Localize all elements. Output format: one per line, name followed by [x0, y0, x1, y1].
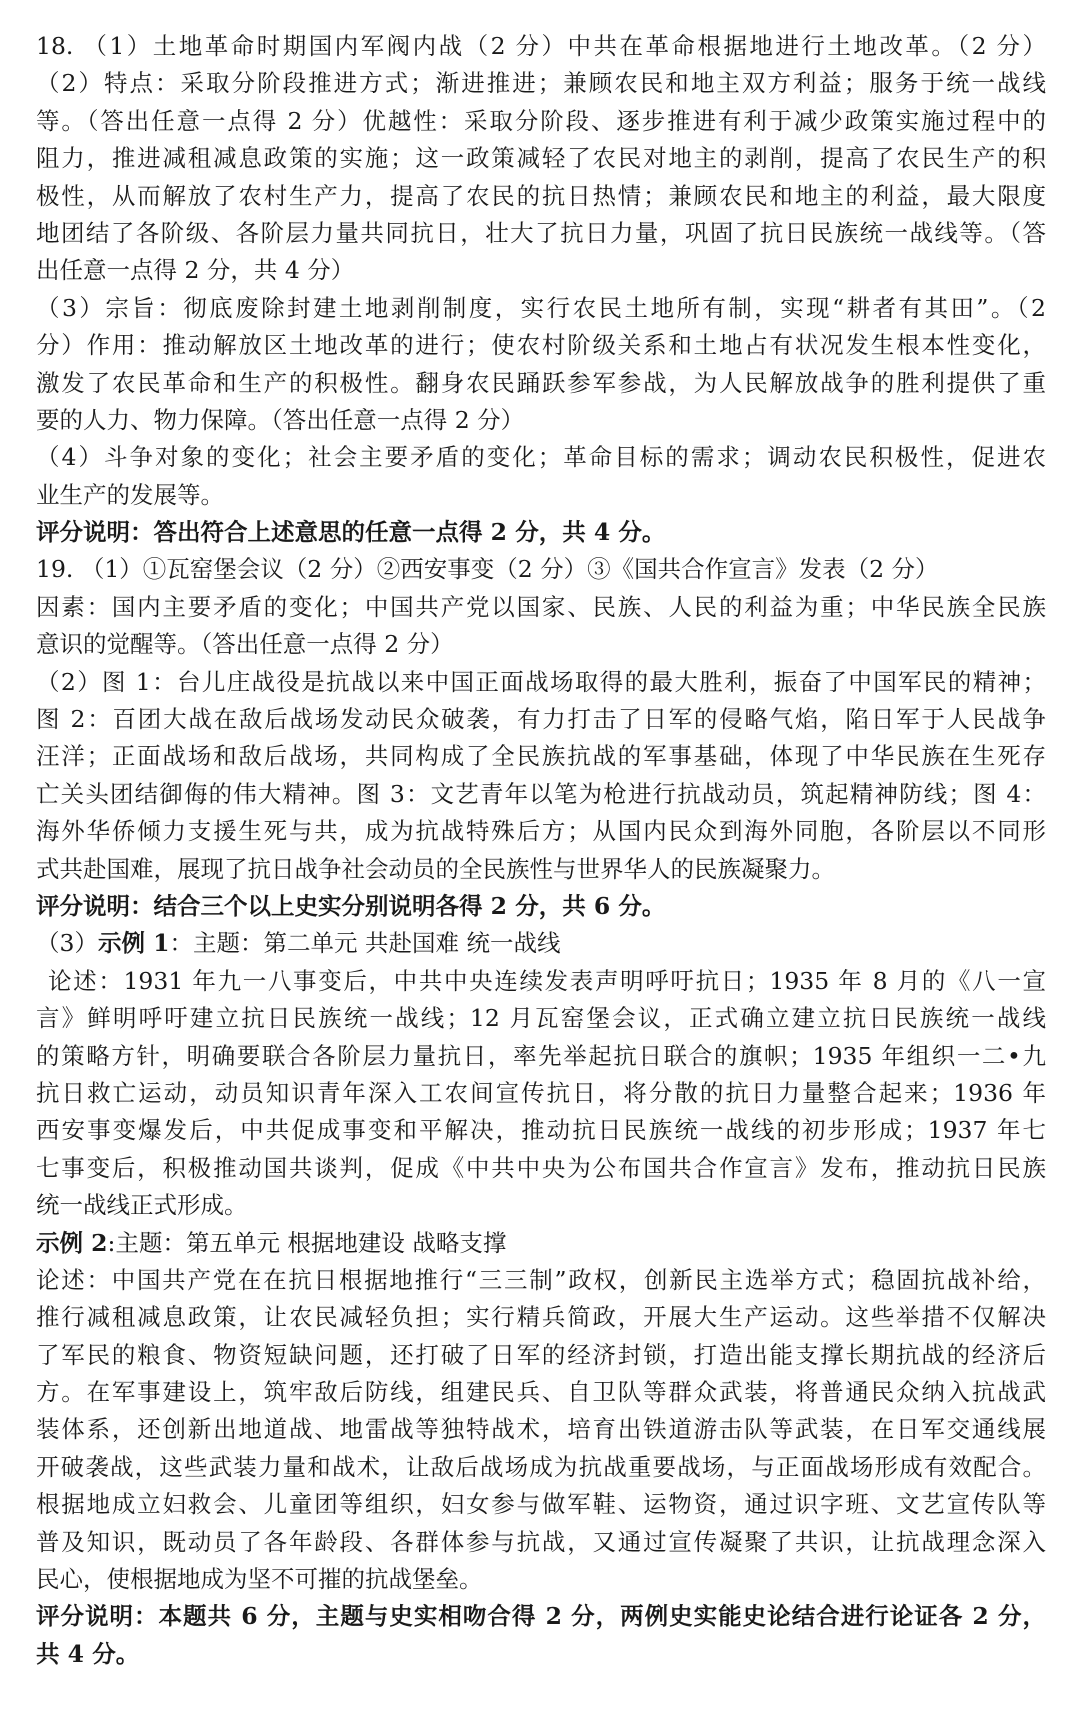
- q19-line-14: 的策略方针，明确要联合各阶层力量抗日，率先举起抗日联合的旗帜；1935 年组织一二•九: [36, 1041, 1046, 1070]
- q18-line-7: 出任意一点得 2 分，共 4 分）: [36, 256, 355, 285]
- q19-line-21: 推行减租减息政策，让农民减轻负担；实行精兵简政，开展大生产运动。这些举措不仅解决: [36, 1303, 1046, 1332]
- q19-line-5: 图 2：百团大战在敌后战场发动民众破袭，有力打击了日军的侵略气焰，陷日军于人民战争: [36, 705, 1046, 734]
- q19-line-18: 统一战线正式形成。: [36, 1191, 248, 1220]
- q19-line-27: 普及知识，既动员了各年龄段、各群体参与抗战，又通过宣传凝聚了共识，让抗战理念深入: [36, 1527, 1046, 1556]
- q18-line-12: （4）斗争对象的变化；社会主要矛盾的变化；革命目标的需求；调动农民积极性，促进农: [36, 443, 1046, 472]
- q19-line-24: 装体系，还创新出地道战、地雷战等独特战术，培育出铁道游击队等武装，在日军交通线展: [36, 1415, 1046, 1444]
- q18-line-13: 业生产的发展等。: [36, 480, 224, 509]
- q19-line-22: 了军民的粮食、物资短缺问题，还打破了日军的经济封锁，打造出能支撑长期抗战的经济后: [36, 1340, 1046, 1369]
- q18-line-4: 阻力，推进减租减息政策的实施；这一政策减轻了农民对地主的剥削，提高了农民生产的积: [36, 144, 1046, 173]
- q19-example-2-heading: [36, 1225, 1046, 1262]
- q19-line-20: 论述：中国共产党在在抗日根据地推行“三三制”政权，创新民主选举方式；稳固抗战补给，: [36, 1265, 1046, 1294]
- q18-line-1: 18. （1）土地革命时期国内军阀内战（2 分）中共在革命根据地进行土地改革。（2 分）: [36, 32, 1046, 60]
- q19-part3-label: （3）: [36, 929, 98, 958]
- q19-line-1: 19. （1）①瓦窑堡会议（2 分）②西安事变（2 分）③《国共合作宣言》发表（2 分）: [36, 555, 939, 584]
- q19-scoring-note-2: 评分说明：本题共 6 分，主题与史实相吻合得 2 分，两例史实能史论结合进行论证各 2 分，: [36, 1602, 1046, 1631]
- q19-line-26: 根据地成立妇救会、儿童团等组织，妇女参与做军鞋、运物资，通过识字班、文艺宣传队等: [36, 1490, 1046, 1519]
- q18-line-10: 激发了农民革命和生产的积极性。翻身农民踊跃参军参战，为人民解放战争的胜利提供了重: [36, 368, 1046, 397]
- q19-example-1-heading: [36, 925, 1046, 962]
- answer-document: [36, 28, 1046, 1673]
- q19-line-4: （2）图 1：台儿庄战役是抗战以来中国正面战场取得的最大胜利，振奋了中国军民的精神；: [36, 667, 1046, 696]
- q19-line-17: 七事变后，积极推动国共谈判，促成《中共中央为公布国共合作宣言》发布，推动抗日民族: [36, 1153, 1046, 1182]
- q19-line-23: 方。在军事建设上，筑牢敌后防线，组建民兵、自卫队等群众武装，将普通民众纳入抗战武: [36, 1378, 1046, 1407]
- q18-line-8: （3）宗旨：彻底废除封建土地剥削制度，实行农民土地所有制，实现“耕者有其田”。（2: [36, 293, 1046, 322]
- q19-line-6: 汪洋；正面战场和敌后战场，共同构成了全民族抗战的军事基础，体现了中华民族在生死存: [36, 742, 1046, 771]
- q18-scoring-note: 评分说明：答出符合上述意思的任意一点得 2 分，共 4 分。: [36, 518, 666, 547]
- q18-line-5: 极性，从而解放了农村生产力，提高了农民的抗日热情；兼顾农民和地主的利益，最大限度: [36, 181, 1046, 210]
- q19-line-9: 式共赴国难，展现了抗日战争社会动员的全民族性与世界华人的民族凝聚力。: [36, 854, 835, 883]
- q18-line-9: 分）作用：推动解放区土地改革的进行；使农村阶级关系和土地占有状况发生根本性变化，: [36, 331, 1046, 360]
- q19-scoring-note-1: 评分说明：结合三个以上史实分别说明各得 2 分，共 6 分。: [36, 891, 666, 920]
- q19-line-8: 海外华侨倾力支援生死与共，成为抗战特殊后方；从国内民众到海外同胞，各阶层以不同形: [36, 817, 1046, 846]
- q19-line-28: 民心，使根据地成为坚不可摧的抗战堡垒。: [36, 1565, 483, 1594]
- example-1-topic: ：主题：第二单元 共赴国难 统一战线: [169, 929, 561, 958]
- q18-line-6: 地团结了各阶级、各阶层力量共同抗日，壮大了抗日力量，巩固了抗日民族统一战线等。（答: [36, 218, 1046, 247]
- q19-line-3: 意识的觉醒等。（答出任意一点得 2 分）: [36, 630, 454, 659]
- q19-line-16: 西安事变爆发后，中共促成事变和平解决，推动抗日民族统一战线的初步形成；1937 年七: [36, 1116, 1046, 1145]
- example-1-label: 示例 1: [97, 929, 170, 958]
- q19-scoring-note-2-end: 共 4 分。: [36, 1639, 140, 1668]
- q19-line-2: 因素：国内主要矛盾的变化；中国共产党以国家、民族、人民的利益为重；中华民族全民族: [36, 592, 1046, 621]
- q18-line-2: （2）特点：采取分阶段推进方式；渐进推进；兼顾农民和地主双方利益；服务于统一战线: [36, 69, 1046, 98]
- example-2-topic: :主题：第五单元 根据地建设 战略支撑: [107, 1228, 507, 1257]
- q19-line-12: 论述：1931 年九一八事变后，中共中央连续发表声明呼吁抗日；1935 年 8 月的《八一宣: [48, 966, 1046, 995]
- q19-line-25: 开破袭战，这些武装力量和战术，让敌后战场成为抗战重要战场，与正面战场形成有效配合。: [36, 1452, 1046, 1481]
- q18-line-3: 等。（答出任意一点得 2 分）优越性：采取分阶段、逐步推进有利于减少政策实施过程中的: [36, 106, 1046, 135]
- q19-line-7: 亡关头团结御侮的伟大精神。图 3：文艺青年以笔为枪进行抗战动员，筑起精神防线；图 4：: [36, 779, 1046, 808]
- q19-line-15: 抗日救亡运动，动员知识青年深入工农间宣传抗日，将分散的抗日力量整合起来；1936 年: [36, 1078, 1046, 1107]
- q18-line-11: 要的人力、物力保障。（答出任意一点得 2 分）: [36, 405, 525, 434]
- q19-line-13: 言》鲜明呼吁建立抗日民族统一战线；12 月瓦窑堡会议，正式确立建立抗日民族统一战线: [36, 1004, 1046, 1033]
- example-2-label: 示例 2: [36, 1228, 108, 1257]
